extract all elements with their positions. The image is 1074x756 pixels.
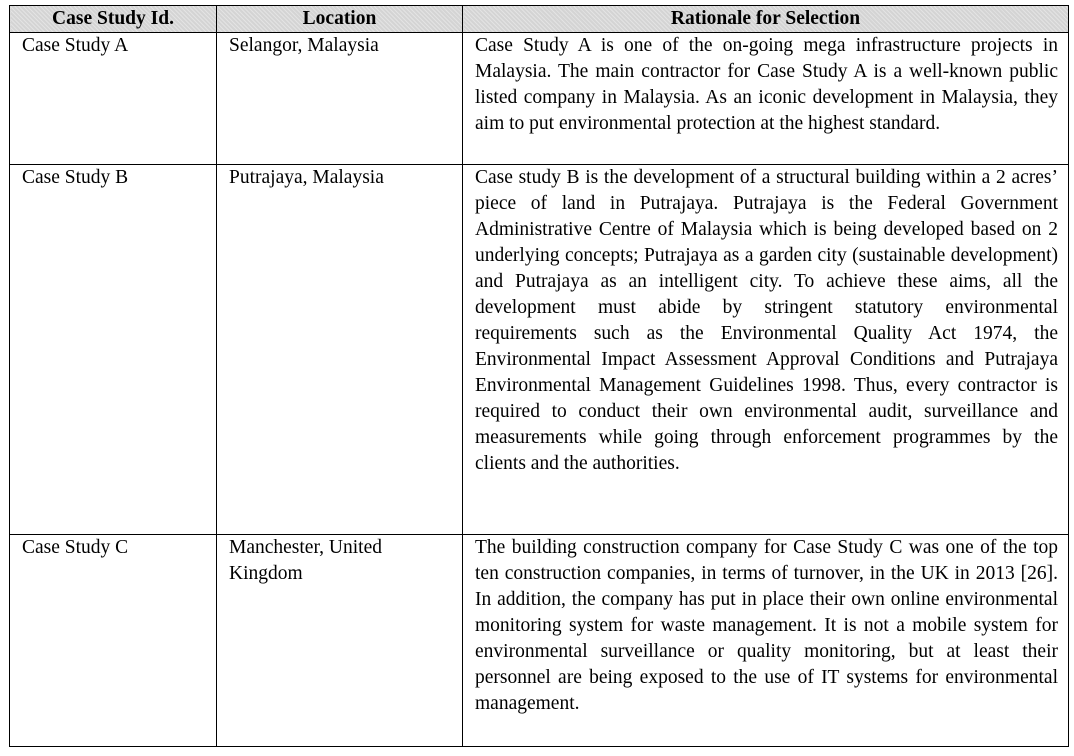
case-study-id-cell: Case Study C (10, 535, 217, 747)
location-cell: Putrajaya, Malaysia (217, 165, 463, 535)
rationale-cell: The building construction company for Case Study C was one of the top ten construction companies, in terms of turnover, in the UK in 2013 [26]. In addition, the company has put in place their own online environmental monitoring system for waste management. It is not a mobile system for environmental surveillance or quality monitoring, but at least their personnel are being exposed to the use of IT systems for environmental management. (463, 535, 1069, 747)
header-location: Location (217, 6, 463, 33)
header-case-study-id: Case Study Id. (10, 6, 217, 33)
table-row (10, 535, 1069, 747)
case-study-id-cell: Case Study B (10, 165, 217, 535)
rationale-cell: Case study B is the development of a structural building within a 2 acres’ piece of land in Putrajaya. Putrajaya is the Federal Government Administrative Centre of Malaysia which is being developed based on 2 underlying concepts; Putrajaya as a garden city (sustainable development) and Putrajaya as an intelligent city. To achieve these aims, all the development must abide by stringent statutory environmental requirements such as the Environmental Quality Act 1974, the Environmental Impact Assessment Approval Conditions and Putrajaya Environmental Management Guidelines 1998. Thus, every contractor is required to conduct their own environmental audit, surveillance and measurements while going through enforcement programmes by the clients and the authorities. (463, 165, 1069, 535)
case-study-table (9, 5, 1069, 747)
location-cell: Selangor, Malaysia (217, 33, 463, 165)
header-rationale: Rationale for Selection (463, 6, 1069, 33)
location-cell: Manchester, United Kingdom (217, 535, 463, 747)
header-row (10, 6, 1069, 33)
case-study-id-cell: Case Study A (10, 33, 217, 165)
table-body (10, 33, 1069, 747)
table-row (10, 165, 1069, 535)
rationale-cell: Case Study A is one of the on-going mega infrastructure projects in Malaysia. The main contractor for Case Study A is a well-known public listed company in Malaysia. As an iconic development in Malaysia, they aim to put environmental protection at the highest standard. (463, 33, 1069, 165)
table-row (10, 33, 1069, 165)
table-header (10, 6, 1069, 33)
